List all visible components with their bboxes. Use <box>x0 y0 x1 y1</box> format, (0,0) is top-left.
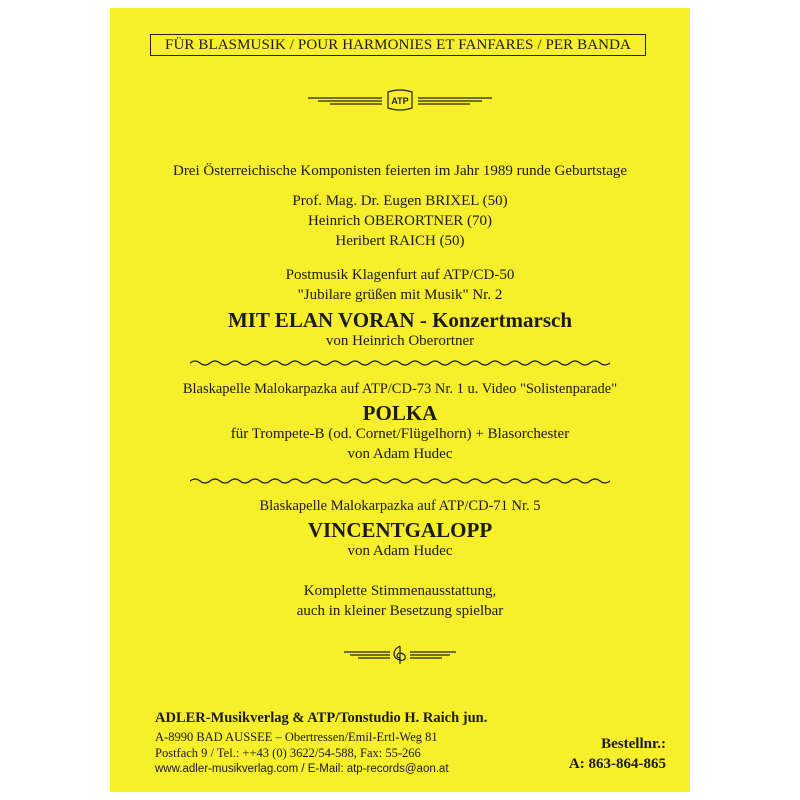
intro-line: Drei Österreichische Komponisten feierten im Jahr 1989 runde Geburtstage <box>172 163 628 179</box>
publisher-address: A-8990 BAD AUSSEE – Obertressen/Emil-Ertl-Weg 81 <box>155 730 438 744</box>
order-number: A: 863-864-865 <box>568 756 666 772</box>
note-small-ensemble: auch in kleiner Besetzung spielbar <box>296 603 504 619</box>
piece1-recording: Postmusik Klagenfurt auf ATP/CD-50 <box>285 267 515 283</box>
clef-ornament <box>340 644 460 666</box>
note-parts: Komplette Stimmenausstattung, <box>303 583 497 599</box>
piece2-recording: Blaskapelle Malokarpazka auf ATP/CD-73 Nr. 1 u. Video "Solistenparade" <box>182 381 618 397</box>
order-label: Bestellnr.: <box>601 736 666 752</box>
publisher-name: ADLER-Musikverlag & ATP/Tonstudio H. Raich jun. <box>155 710 488 726</box>
publisher-web-email: www.adler-musikverlag.com / E-Mail: atp-records@aon.at <box>155 763 449 775</box>
sheet-cover <box>110 8 690 792</box>
piece1-album: "Jubilare grüßen mit Musik" Nr. 2 <box>297 287 503 303</box>
piece3-title: VINCENTGALOPP <box>307 518 493 542</box>
category-banner: FÜR BLASMUSIK / POUR HARMONIES ET FANFARES / PER BANDA <box>150 34 646 56</box>
atp-logo-text: ATP <box>391 96 409 106</box>
piece2-title: POLKA <box>362 401 438 425</box>
atp-logo-ornament <box>300 88 500 114</box>
composer-brixel: Prof. Mag. Dr. Eugen BRIXEL (50) <box>292 193 508 209</box>
piece3-recording: Blaskapelle Malokarpazka auf ATP/CD-71 Nr. 5 <box>259 498 541 514</box>
composer-raich: Heribert RAICH (50) <box>335 233 465 249</box>
wavy-divider <box>190 476 610 486</box>
piece1-title: MIT ELAN VORAN - Konzertmarsch <box>227 308 573 332</box>
wavy-divider <box>190 358 610 368</box>
publisher-contact: Postfach 9 / Tel.: ++43 (0) 3622/54-588, Fax: 55-266 <box>155 746 421 760</box>
piece1-composer: von Heinrich Oberortner <box>325 333 475 349</box>
piece3-composer: von Adam Hudec <box>347 543 453 559</box>
composer-oberortner: Heinrich OBERORTNER (70) <box>307 213 493 229</box>
piece2-instrumentation: für Trompete-B (od. Cornet/Flügelhorn) + Blasorchester <box>230 426 570 442</box>
piece2-composer: von Adam Hudec <box>347 446 453 462</box>
